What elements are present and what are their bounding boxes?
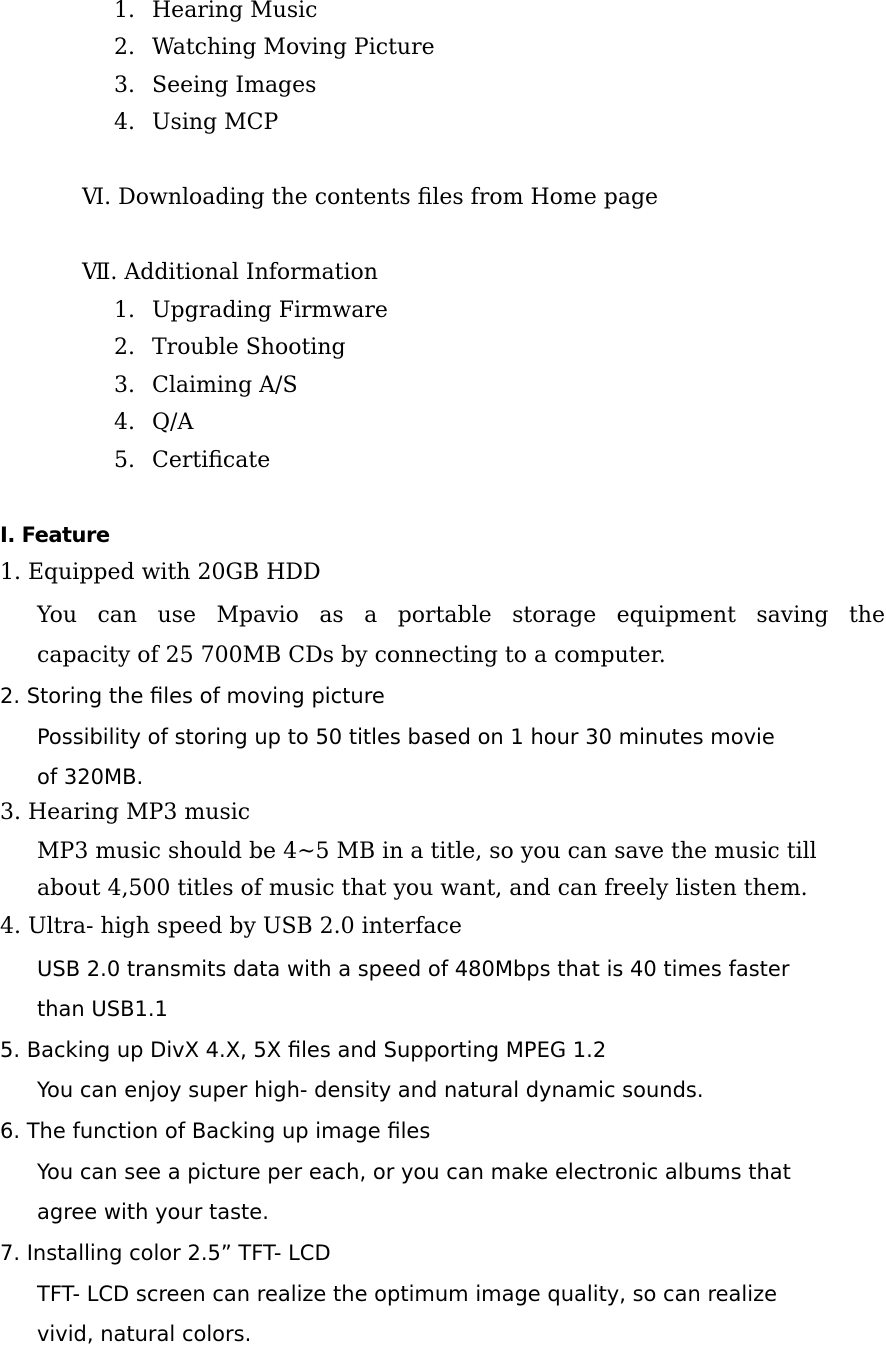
toc-item-number: 3. (114, 373, 135, 398)
toc-item-certificate (114, 450, 270, 472)
toc-item-number: 4. (114, 410, 135, 435)
toc-item-number: 1. (114, 0, 135, 23)
feature-description-line: TFT- LCD screen can realize the optimum image quality, so can realize (37, 1282, 778, 1306)
feature-description-line: vivid, natural colors. (37, 1322, 252, 1346)
toc-section-vii: Ⅶ. Additional Information (82, 260, 378, 285)
feature-heading: 6. The function of Backing up image files (0, 1119, 431, 1143)
feature-description-line: You can enjoy super high- density and natural dynamic sounds. (37, 1078, 704, 1102)
toc-item-trouble-shooting (114, 337, 346, 359)
toc-item-hearing-music (114, 0, 317, 22)
toc-item-label: Q/A (152, 410, 194, 435)
feature-heading: 7. Installing color 2.5” TFT- LCD (0, 1241, 331, 1265)
feature-description-line: USB 2.0 transmits data with a speed of 480Mbps that is 40 times faster (37, 957, 790, 981)
feature-description-line: agree with your taste. (37, 1200, 269, 1224)
toc-item-label: Watching Moving Picture (152, 35, 435, 60)
feature-heading: 3. Hearing MP3 music (0, 800, 251, 825)
toc-item-number: 3. (114, 73, 135, 98)
feature-description-line: MP3 music should be 4~5 MB in a title, so you can save the music till (37, 839, 817, 864)
toc-item-label: Trouble Shooting (152, 335, 346, 360)
feature-description (37, 841, 885, 900)
feature-heading: 2. Storing the files of moving picture (0, 684, 385, 708)
toc-section-vi: Ⅵ. Downloading the contents files from Home page (82, 185, 659, 210)
feature-description-line: You can use Mpavio as a portable storage equipment saving the (37, 603, 885, 628)
feature-description-line: about 4,500 titles of music that you want, and can freely listen them. (37, 876, 808, 901)
feature-description-line: than USB1.1 (37, 997, 168, 1021)
feature-description (37, 727, 885, 788)
toc-item-number: 2. (114, 335, 135, 360)
toc-item-label: Seeing Images (152, 73, 317, 98)
toc-item-label: Hearing Music (152, 0, 318, 23)
feature-description (37, 605, 885, 667)
toc-item-number: 5. (114, 448, 135, 473)
toc-item-number: 2. (114, 35, 135, 60)
toc-item-using-mcp (114, 112, 278, 134)
feature-description-line: of 320MB. (37, 765, 144, 789)
feature-description (37, 1080, 885, 1101)
feature-heading: 1. Equipped with 20GB HDD (0, 560, 321, 585)
feature-description (37, 959, 885, 1020)
toc-item-watching-moving-picture (114, 37, 435, 59)
toc-item-label: Upgrading Firmware (152, 298, 388, 323)
toc-item-number: 1. (114, 298, 135, 323)
feature-heading: 5. Backing up DivX 4.X, 5X files and Supporting MPEG 1.2 (0, 1038, 607, 1062)
feature-description-line: You can see a picture per each, or you can make electronic albums that (37, 1160, 791, 1184)
toc-item-label: Certificate (152, 448, 271, 473)
feature-description-line: Possibility of storing up to 50 titles based on 1 hour 30 minutes movie (37, 725, 775, 749)
feature-description (37, 1162, 885, 1223)
toc-item-claiming-as (114, 375, 298, 397)
toc-item-seeing-images (114, 75, 316, 97)
toc-item-upgrading-firmware (114, 300, 388, 322)
feature-heading: 4. Ultra- high speed by USB 2.0 interface (0, 914, 462, 939)
toc-item-label: Claiming A/S (152, 373, 298, 398)
feature-description-line: capacity of 25 700MB CDs by connecting to a computer. (37, 643, 666, 668)
feature-section-title: Ⅰ. Feature (0, 523, 110, 547)
toc-item-label: Using MCP (152, 110, 279, 135)
toc-item-qa (114, 412, 193, 434)
toc-item-number: 4. (114, 110, 135, 135)
feature-description (37, 1284, 885, 1345)
